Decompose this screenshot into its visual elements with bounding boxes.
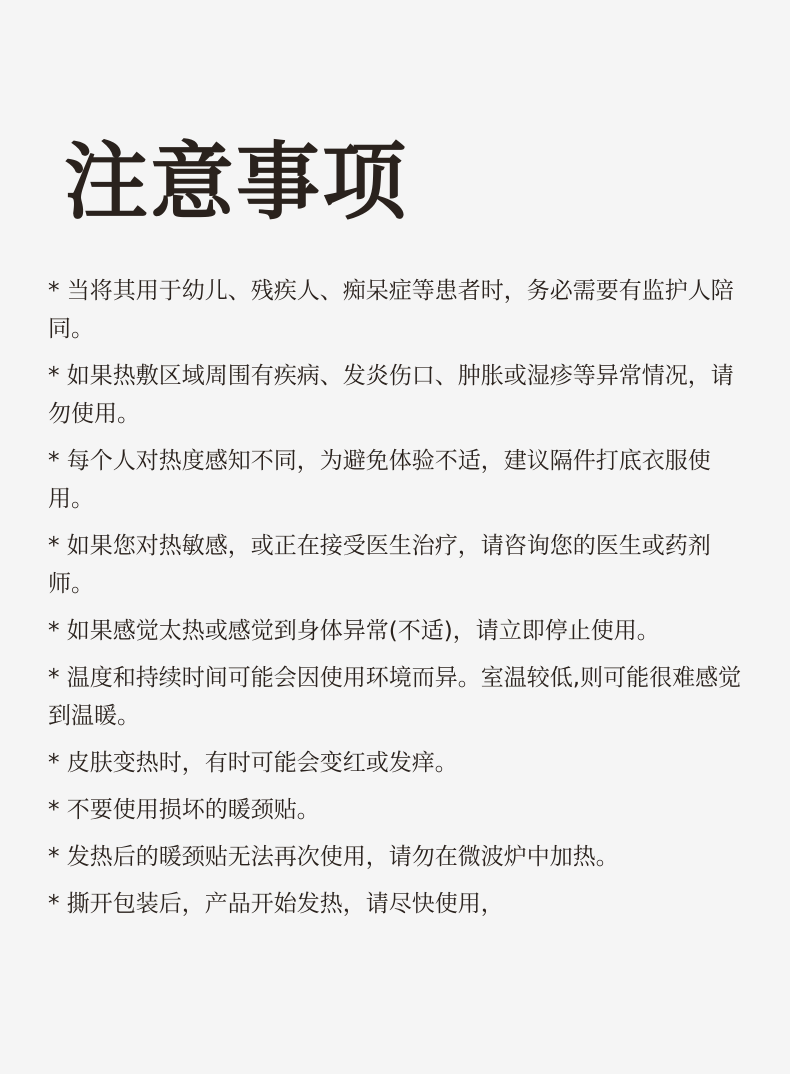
note-item: * 皮肤变热时，有时可能会变红或发痒。 bbox=[48, 750, 458, 776]
note-item: * 当将其用于幼儿、残疾人、痴呆症等患者时，务必需要有监护人陪同。 bbox=[48, 278, 734, 342]
note-item: * 如果热敷区域周围有疾病、发炎伤口、肿胀或湿疹等异常情况，请勿使用。 bbox=[48, 363, 734, 427]
note-item: * 温度和持续时间可能会因使用环境而异。室温较低,则可能很难感觉到温暖。 bbox=[48, 665, 742, 729]
note-item: * 撕开包装后，产品开始发热，请尽快使用， bbox=[48, 891, 504, 917]
note-item: * 不要使用损坏的暖颈贴。 bbox=[48, 797, 320, 823]
page-title: 注意事项 bbox=[64, 133, 409, 231]
note-item: * 每个人对热度感知不同，为避免体验不适，建议隔件打底衣服使用。 bbox=[48, 448, 711, 512]
note-item: * 如果感觉太热或感觉到身体异常(不适)，请立即停止使用。 bbox=[48, 618, 660, 644]
note-item: * 如果您对热敏感，或正在接受医生治疗，请咨询您的医生或药剂师。 bbox=[48, 533, 711, 597]
notes-list bbox=[48, 272, 748, 932]
note-item: * 发热后的暖颈贴无法再次使用，请勿在微波炉中加热。 bbox=[48, 844, 619, 870]
